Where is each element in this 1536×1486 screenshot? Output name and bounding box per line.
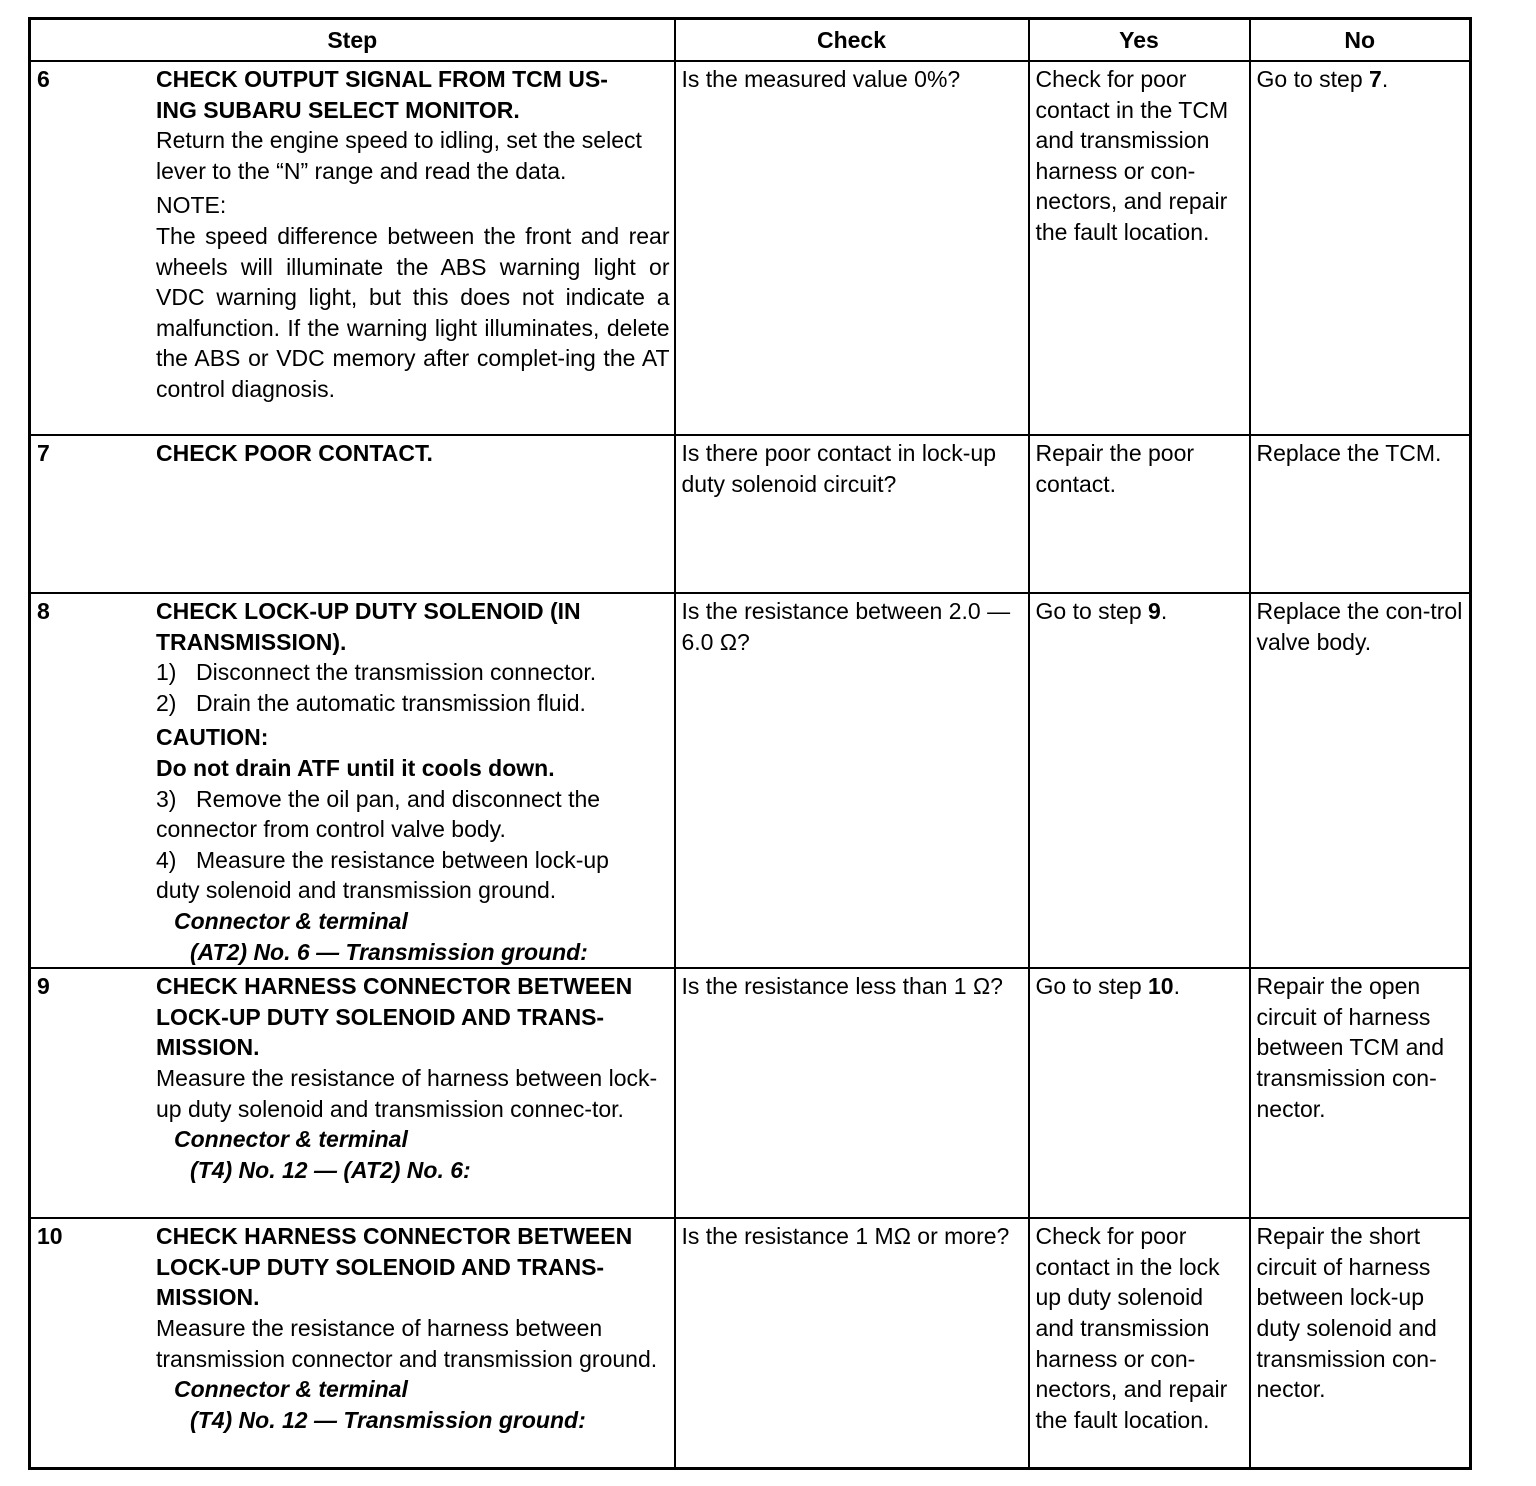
step-title: LOCK-UP DUTY SOLENOID AND TRANS- [156, 1253, 605, 1280]
caution-text: Do not drain ATF until it cools down. [156, 754, 555, 781]
table-row [30, 968, 1471, 1218]
procedure-step: 3) Remove the oil pan, and disconnect the [156, 785, 601, 812]
connector-value: (T4) No. 12 — (AT2) No. 6: [190, 1156, 471, 1183]
step-title: LOCK-UP DUTY SOLENOID AND TRANS- [156, 1003, 605, 1030]
yes-cell [1029, 1218, 1250, 1468]
no-text: Replace the TCM. [1256, 440, 1442, 466]
step-number: 10 [37, 1223, 63, 1250]
table-row [30, 61, 1471, 435]
step-text: Return the engine speed to idling, set the select lever to the “N” range and read the data. [156, 127, 642, 184]
header-row [30, 19, 1471, 62]
procedure-step-cont: connector from control valve body. [156, 816, 506, 843]
no-text: Repair the open circuit of harness between TCM and transmission con-nector. [1256, 973, 1445, 1122]
no-text: Repair the short circuit of harness between lock-up duty solenoid and transmission con-nector. [1256, 1223, 1437, 1403]
header-yes: Yes [1029, 19, 1250, 62]
check-text: Is the resistance 1 MΩ or more? [681, 1223, 1010, 1250]
check-cell [675, 593, 1029, 968]
note-text: The speed difference between the front and rear wheels will illuminate the ABS warning light or VDC warning light, but this does not indicate a malfunction. If the warning light illuminates, delete the ABS or VDC memory after complet-ing the AT control diagnosis. [156, 222, 670, 402]
step-text: Measure the resistance of harness between transmission connector and transmission ground. [156, 1314, 658, 1372]
procedure-step: 4) Measure the resistance between lock-up [156, 846, 609, 873]
no-cell [1250, 435, 1471, 593]
no-cell [1250, 593, 1471, 968]
step-number: 8 [37, 598, 50, 624]
table-row [30, 593, 1471, 968]
yes-text: Check for poor contact in the TCM and transmission harness or con-nectors, and repair the fault location. [1035, 66, 1229, 245]
step-number: 6 [37, 66, 50, 92]
step-title: CHECK HARNESS CONNECTOR BETWEEN [156, 973, 633, 1000]
step-title: TRANSMISSION). [156, 628, 347, 655]
no-suffix: . [1381, 66, 1389, 92]
check-cell [675, 1218, 1029, 1468]
yes-text: Go to step 10. [1035, 973, 1180, 1000]
no-text: Replace the con-trol valve body. [1256, 598, 1463, 655]
step-cell [30, 435, 675, 593]
step-title: MISSION. [156, 1284, 260, 1311]
connector-value: (AT2) No. 6 — Transmission ground: [190, 938, 588, 965]
diagnostic-table [28, 17, 1472, 1470]
step-cell [30, 61, 675, 435]
step-cell [30, 968, 675, 1218]
yes-cell [1029, 968, 1250, 1218]
yes-cell [1029, 435, 1250, 593]
yes-cell [1029, 593, 1250, 968]
check-cell [675, 435, 1029, 593]
step-title: ING SUBARU SELECT MONITOR. [156, 96, 520, 123]
table-row [30, 435, 1471, 593]
step-title: CHECK HARNESS CONNECTOR BETWEEN [156, 1223, 633, 1250]
procedure-step: 2) Drain the automatic transmission fluid. [156, 689, 586, 716]
check-text: Is the measured value 0%? [681, 66, 961, 92]
no-prefix: Go to step [1256, 66, 1370, 92]
step-cell [30, 1218, 675, 1468]
step-title: CHECK POOR CONTACT. [156, 440, 433, 466]
procedure-step: 1) Disconnect the transmission connector. [156, 659, 597, 686]
no-cell [1250, 61, 1471, 435]
step-reference: 7 [1369, 66, 1382, 92]
no-cell [1250, 1218, 1471, 1468]
step-number: 7 [37, 440, 50, 466]
yes-text: Check for poor contact in the lock up duty solenoid and transmission harness or con-nectors, and repair the fault location. [1035, 1223, 1228, 1433]
check-text: Is there poor contact in lock-up duty solenoid circuit? [681, 440, 996, 497]
no-text [1251, 62, 1470, 95]
connector-label: Connector & terminal [174, 1126, 408, 1153]
caution-label: CAUTION: [156, 724, 269, 751]
header-step: Step [30, 19, 675, 62]
step-text: Measure the resistance of harness between lock-up duty solenoid and transmission connec-tor. [156, 1064, 658, 1122]
step-title: CHECK OUTPUT SIGNAL FROM TCM US- [156, 66, 608, 92]
yes-cell [1029, 61, 1250, 435]
step-cell [30, 593, 675, 968]
check-cell [675, 61, 1029, 435]
connector-value: (T4) No. 12 — Transmission ground: [190, 1406, 586, 1433]
procedure-step-cont: duty solenoid and transmission ground. [156, 877, 557, 904]
no-cell [1250, 968, 1471, 1218]
step-title: MISSION. [156, 1034, 260, 1061]
connector-label: Connector & terminal [174, 907, 408, 934]
header-check: Check [675, 19, 1029, 62]
check-text: Is the resistance between 2.0 — 6.0 Ω? [681, 598, 1011, 655]
connector-label: Connector & terminal [174, 1376, 408, 1403]
step-title: CHECK LOCK-UP DUTY SOLENOID (IN [156, 598, 581, 624]
step-reference: 9 [1148, 598, 1161, 624]
yes-text: Repair the poor contact. [1035, 440, 1195, 497]
note-label: NOTE: [156, 192, 227, 219]
check-cell [675, 968, 1029, 1218]
check-text: Is the resistance less than 1 Ω? [681, 973, 1003, 1000]
yes-text: Go to step 9. [1035, 598, 1168, 624]
step-reference: 10 [1148, 973, 1174, 1000]
table-row [30, 1218, 1471, 1468]
header-no: No [1250, 19, 1471, 62]
step-number: 9 [37, 973, 50, 1000]
